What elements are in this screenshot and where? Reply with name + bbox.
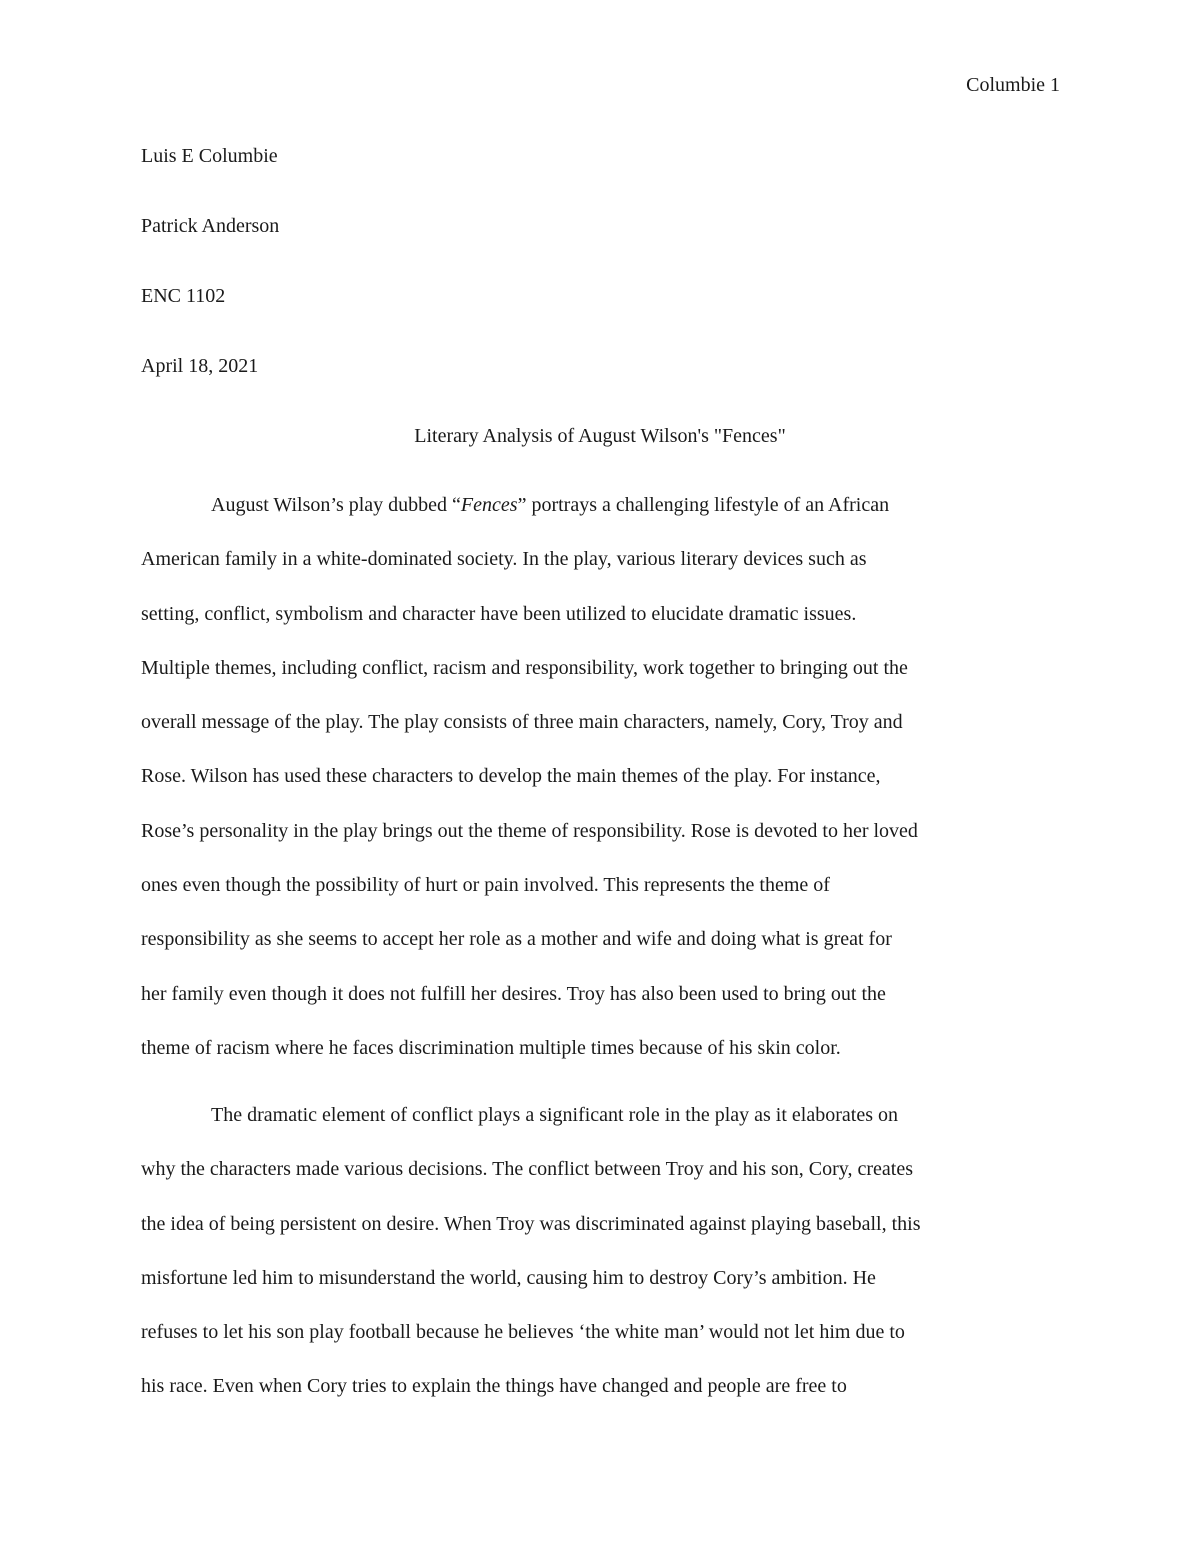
paragraph-line: the idea of being persistent on desire. When Troy was discriminated against playing baseball, this: [141, 1212, 921, 1235]
paragraph-line: his race. Even when Cory tries to explain the things have changed and people are free to: [141, 1375, 847, 1398]
instructor-name: Patrick Anderson: [141, 215, 280, 237]
paragraph-line: American family in a white-dominated society. In the play, various literary devices such as: [141, 548, 867, 571]
line-text: ” portrays a challenging lifestyle of an African: [517, 494, 890, 516]
paragraph-1: [141, 492, 1060, 1089]
paragraph-line: [141, 492, 1060, 546]
paragraph-2: [141, 1102, 1060, 1428]
paragraph-line: Multiple themes, including conflict, racism and responsibility, work together to bringing out the: [141, 656, 908, 679]
course-code: ENC 1102: [141, 285, 226, 307]
student-name: Luis E Columbie: [141, 145, 278, 167]
play-title-italic: Fences: [460, 494, 518, 516]
paragraph-line: responsibility as she seems to accept her role as a mother and wife and doing what is great for: [141, 928, 892, 951]
paragraph-line: why the characters made various decisions. The conflict between Troy and his son, Cory, creates: [141, 1158, 914, 1181]
paragraph-line: ones even though the possibility of hurt or pain involved. This represents the theme of: [141, 874, 830, 897]
paragraph-line: misfortune led him to misunderstand the world, causing him to destroy Cory’s ambition. He: [141, 1266, 876, 1289]
paragraph-line: overall message of the play. The play consists of three main characters, namely, Cory, Troy and: [141, 711, 903, 734]
paragraph-line: Rose. Wilson has used these characters to develop the main themes of the play. For instance,: [141, 765, 881, 788]
paragraph-line: her family even though it does not fulfill her desires. Troy has also been used to bring out the: [141, 982, 886, 1005]
running-head: Columbie 1: [966, 74, 1060, 96]
paragraph-line: refuses to let his son play football because he believes ‘the white man’ would not let him due to: [141, 1321, 905, 1344]
essay-title: Literary Analysis of August Wilson's "Fences": [414, 425, 786, 447]
line-text: August Wilson’s play dubbed “: [211, 494, 461, 516]
paragraph-line: setting, conflict, symbolism and character have been utilized to elucidate dramatic issues.: [141, 602, 857, 625]
paragraph-line: Rose’s personality in the play brings out the theme of responsibility. Rose is devoted to her loved: [141, 819, 918, 842]
submission-date: April 18, 2021: [141, 355, 259, 377]
paragraph-line: The dramatic element of conflict plays a significant role in the play as it elaborates on: [211, 1104, 898, 1126]
paragraph-line: theme of racism where he faces discrimination multiple times because of his skin color.: [141, 1036, 841, 1059]
